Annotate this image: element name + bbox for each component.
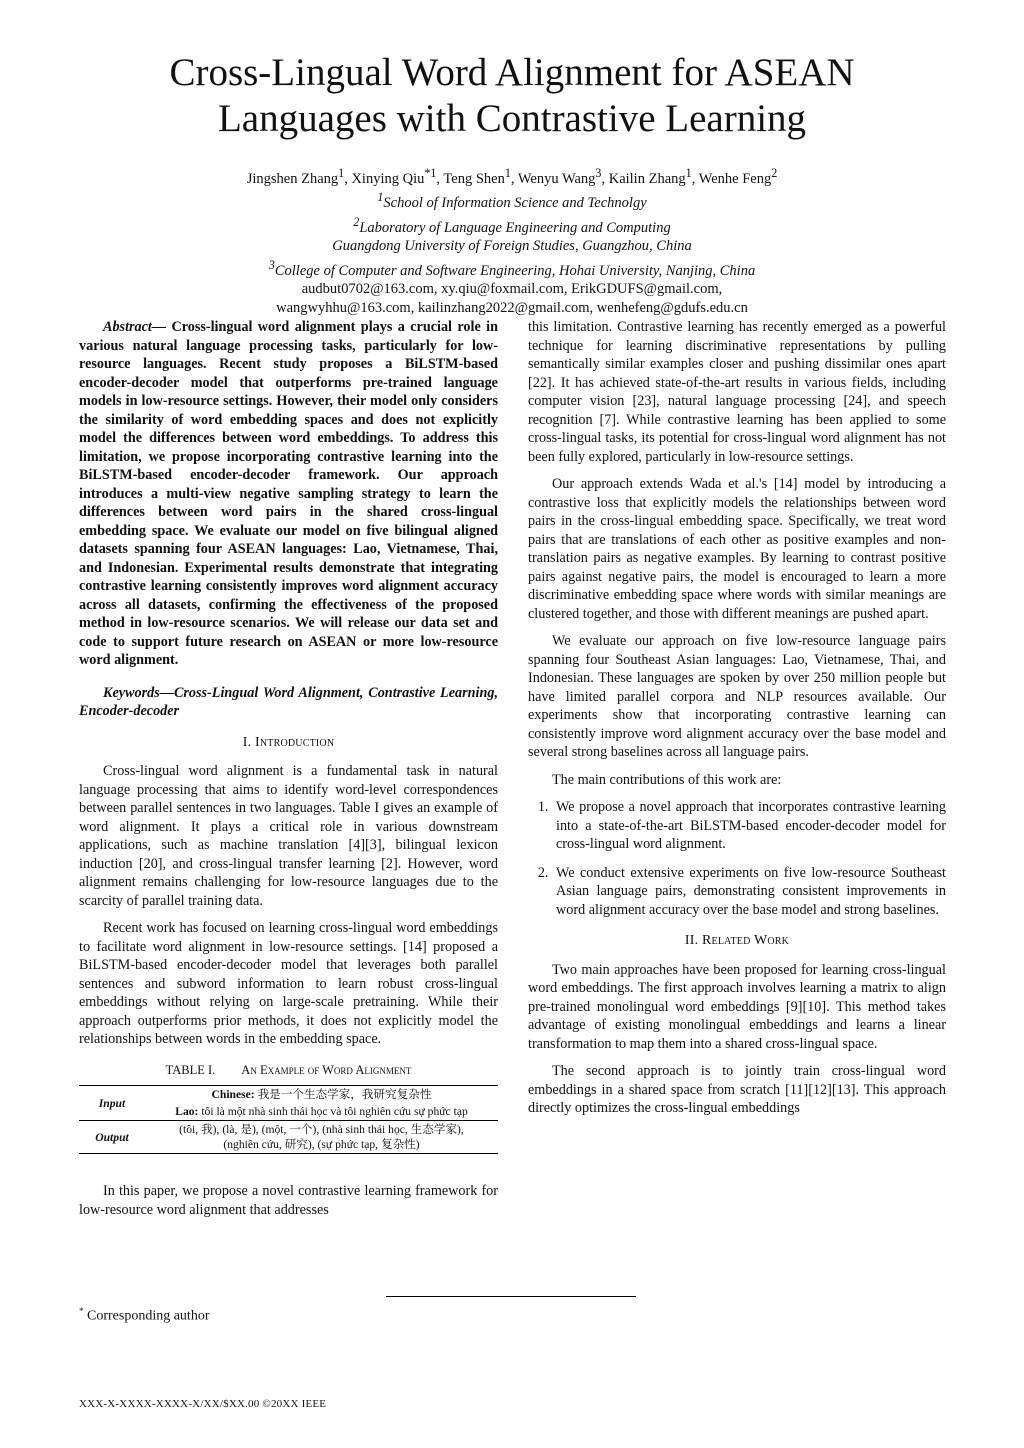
contribution-item: 2. We conduct extensive experiments on five low-resource Southeast Asian language pairs, demonstrating consistent improvements in word alignment accuracy over the base model and strong baselines. [552, 864, 946, 920]
affiliation-2-university: Guangdong University of Foreign Studies, Guangzhou, China [332, 238, 692, 255]
author-names: Jingshen Zhang$^1$, Xinying Qiu$^{*1}$, Teng Shen$^1$, Wenyu Wang$^3$, Kailin Zhang$^1$, Wenhe Feng$^2$ [246, 166, 778, 187]
abstract-text: Cross-lingual word alignment plays a crucial role in various natural language processing tasks, particularly for low-resource languages. Recent study proposes a BiLSTM-based encoder-decoder model that outperforms pre-trained language models in low-resource settings. However, their model only considers the similarity of word embedding spaces and does not explicitly model the differences between word embeddings. To address this limitation, we propose incorporating contrastive learning into the BiLSTM-based encoder-decoder framework. Our approach introduces a multi-view negative sampling strategy to learn the differences between word pairs in the shared cross-lingual embedding space. We evaluate our model on five bilingual aligned datasets spanning four ASEAN languages: Lao, Vietnamese, Thai, and Indonesian. Experimental results demonstrate that integrating contrastive learning consistently improves word alignment accuracy across all datasets, confirming the effectiveness of the proposed method in low-resource scenarios. We will release our data set and code to support future research on ASEAN or more low-resource word alignment. [79, 319, 498, 668]
title-line-2: Languages with Contrastive Learning [217, 97, 807, 140]
table-output-label: Output [79, 1121, 145, 1154]
intro-paragraph-3: In this paper, we propose a novel contrastive learning framework for low-resource word alignment that addresses [79, 1183, 498, 1218]
section-heading-related-work: II. Related Work [684, 933, 790, 948]
abstract-label: Abstract— [103, 319, 167, 335]
intro-paragraph-1: Cross-lingual word alignment is a fundamental task in natural language processing that aims to identify word-level correspondences between parallel sentences in two languages. Table I gives an example of word alignment. It plays a critical role in various downstream applications, such as machine translation [4][3], bilingual lexicon induction [20], and cross-lingual transfer learning [2]. However, word alignment remains challenging for low-resource languages due to the scarcity of parallel training data. [79, 763, 498, 909]
table-input-label: Input [79, 1086, 145, 1121]
related-paragraph-2: The second approach is to jointly train cross-lingual word embeddings in a shared space from scratch [11][12][13]. This approach directly optimizes the cross-lingual embeddings [528, 1063, 946, 1116]
contribution-item: 1. We propose a novel approach that incorporates contrastive learning into a state-of-the-art BiLSTM-based encoder-decoder model for cross-lingual word alignment. [552, 798, 946, 854]
affiliation-3: $^3$College of Computer and Software Engineering, Hohai University, Nanjing, China [268, 257, 756, 279]
affiliation-1: $^1$School of Information Science and Technolgy [377, 190, 647, 212]
word-alignment-table [79, 1085, 498, 1154]
contributions-intro: The main contributions of this work are: [552, 771, 782, 788]
right-column [528, 318, 946, 1127]
table-caption: TABLE I. An Example of Word Alignment [165, 1062, 412, 1077]
copyright-line: XXX-X-XXXX-XXXX-X/XX/$XX.00 ©20XX IEEE [79, 1398, 327, 1410]
right-paragraph-2: Our approach extends Wada et al.'s [14] model by introducing a contrastive loss that explicitly models the relationships between word pairs in the cross-lingual embedding space. Specifically, we treat word pairs that are translations of each other as positive examples and non-translation pairs as negative examples. By learning to contrast positive pairs against negative pairs, the model is encouraged to learn a more discriminative embedding space where words with similar meanings are clustered together, and those with different meanings are pushed apart. [528, 476, 946, 622]
contributions-list [528, 798, 946, 919]
right-paragraph-1: this limitation. Contrastive learning has recently emerged as a powerful technique for learning discriminative representations by pulling semantically similar examples closer and pushing dissimilar ones apart [22]. It has achieved state-of-the-art results in various fields, including computer vision [23], natural language processing [24], and speech recognition [7]. While contrastive learning has been applied to some cross-lingual tasks, its potential for cross-lingual word alignment has not been fully explored, particularly in low-resource settings. [528, 319, 946, 465]
footnote: * Corresponding author [79, 1306, 210, 1324]
table-lao-row: Lao: tôi là một nhà sinh thái học và tôi nghiên cứu sự phức tạp [175, 1105, 468, 1118]
intro-paragraph-2: Recent work has focused on learning cross-lingual word embeddings to facilitate word alignment in low-resource settings. [14] proposed a BiLSTM-based encoder-decoder model that leverages both parallel sentences and subword information to learn robust cross-lingual embeddings without relying on large-scale pretraining. While their approach outperforms prior methods, it does not explicitly model the relationships between words in the embedding space. [79, 920, 498, 1047]
author-block [60, 164, 964, 317]
emails-line-1: audbut0702@163.com, xy.qiu@foxmail.com, ErikGDUFS@gmail.com, [301, 281, 723, 298]
table-output-cell: (tôi, 我), (là, 是), (một, 一个), (nhà sinh thái học, 生态学家), (nghiên cứu, 研究), (sự phức tạp, 复杂性) [145, 1121, 498, 1154]
footnote-rule [386, 1296, 636, 1297]
related-paragraph-1: Two main approaches have been proposed for learning cross-lingual word embeddings. The first approach involves learning a matrix to align pre-trained monolingual word embeddings [9][10]. This method takes advantage of existing monolingual embeddings and learns a linear transformation to map them into a shared cross-lingual space. [528, 961, 946, 1052]
left-column [79, 318, 498, 1228]
section-heading-introduction: I. Introduction [242, 734, 335, 750]
table-chinese-row: Chinese: 我是一个生态学家，我研究复杂性 [145, 1086, 498, 1104]
paper-title [60, 50, 964, 142]
title-line-1: Cross-Lingual Word Alignment for ASEAN [169, 51, 855, 94]
affiliation-2: $^2$Laboratory of Language Engineering and Computing [353, 214, 671, 236]
keywords: Keywords—Cross-Lingual Word Alignment, Contrastive Learning, Encoder-decoder [79, 684, 498, 719]
emails-line-2: wangwyhhu@163.com, kailinzhang2022@gmail.com, wenhefeng@gdufs.edu.cn [276, 299, 748, 316]
right-paragraph-3: We evaluate our approach on five low-resource language pairs spanning four Southeast Asian languages: Lao, Vietnamese, Thai, and Indonesian. These languages are spoken by over 250 million people but have limited parallel corpora and NLP resources available. Our experiments show that incorporating contrastive learning can consistently improve word alignment accuracy over the base model and several strong baselines across all language pairs. [528, 633, 946, 760]
abstract [79, 318, 498, 670]
